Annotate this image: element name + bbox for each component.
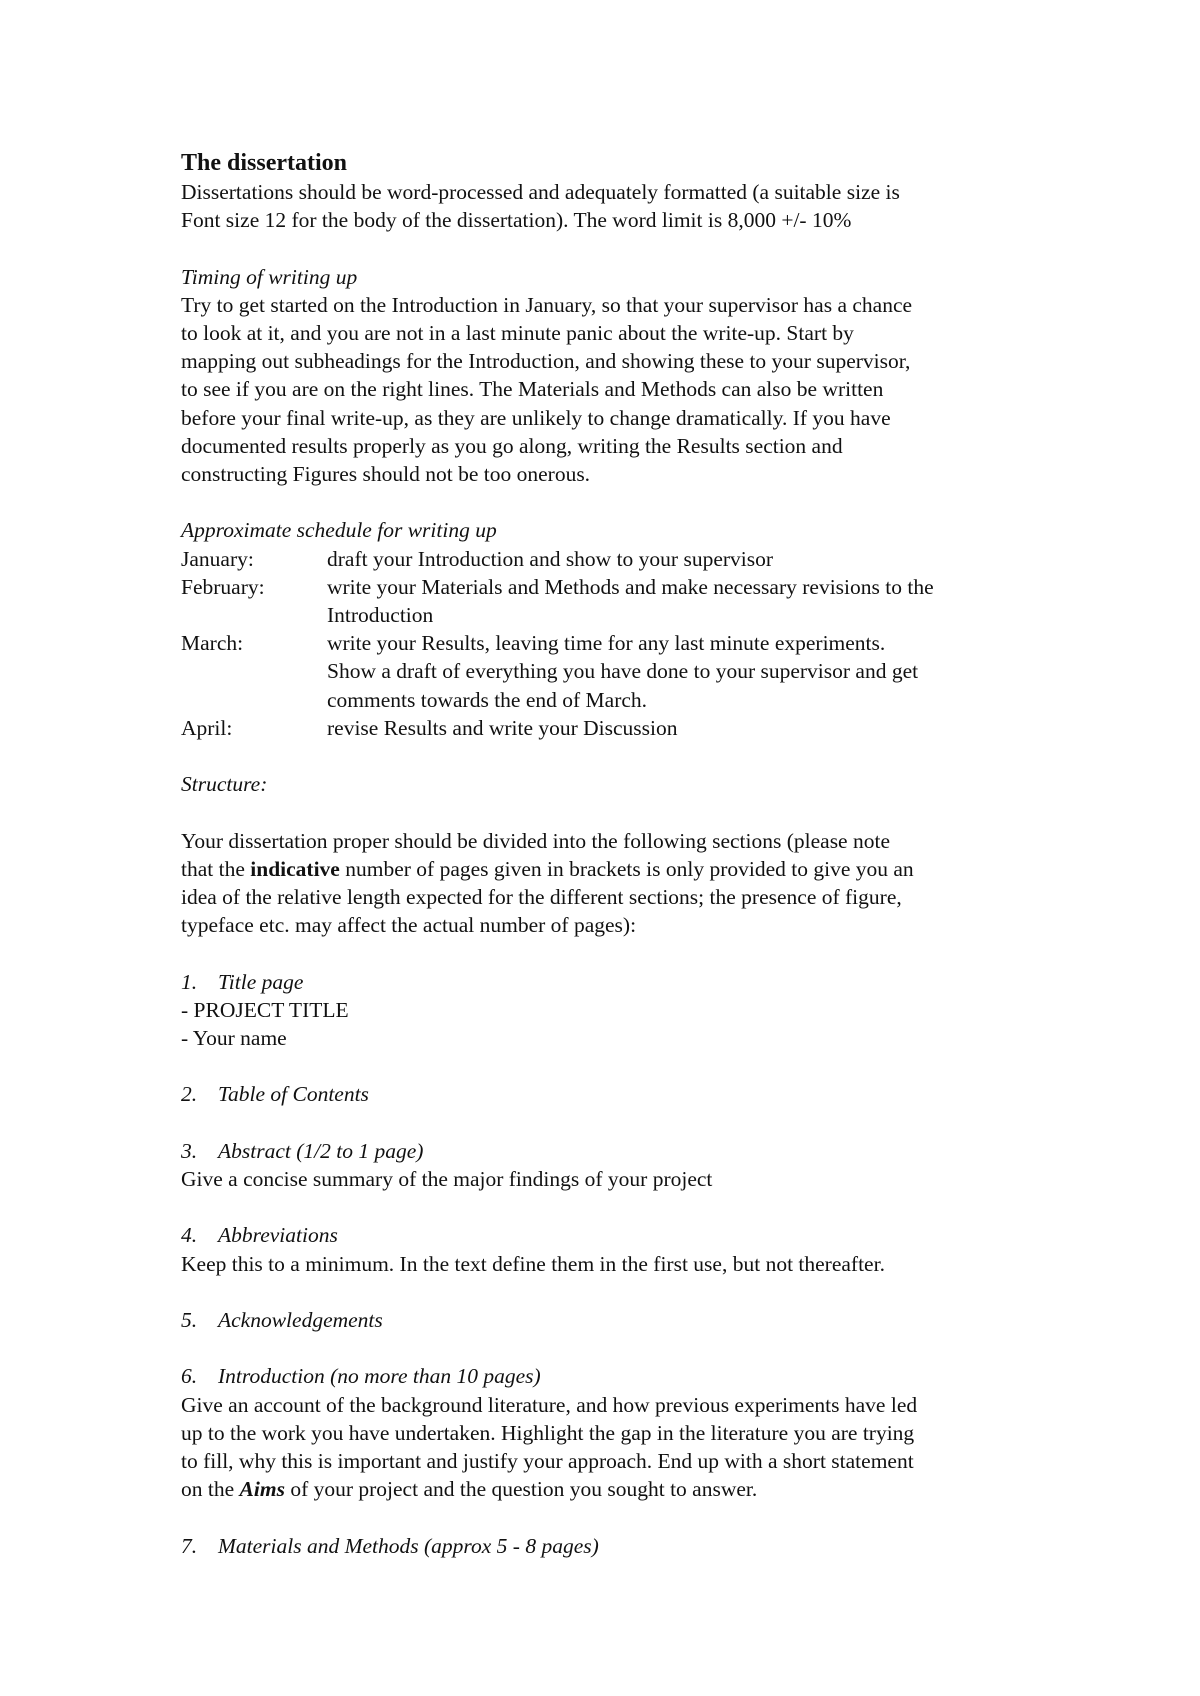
section-line: Give a concise summary of the major findings of your project bbox=[181, 1167, 713, 1191]
schedule-text: comments towards the end of March. bbox=[327, 687, 648, 712]
timing-heading: Timing of writing up bbox=[181, 264, 358, 289]
intro-line: Font size 12 for the body of the dissertation). The word limit is 8,000 +/- 10% bbox=[181, 208, 852, 233]
section-line: on the Aims of your project and the question you sought to answer. bbox=[181, 1477, 758, 1502]
timing-line: Try to get started on the Introduction in January, so that your supervisor has a chance bbox=[181, 292, 913, 317]
timing-line: documented results properly as you go along, writing the Results section and bbox=[181, 433, 843, 458]
section-line: Give an account of the background literature, and how previous experiments have led bbox=[181, 1392, 918, 1417]
schedule-row-april bbox=[181, 714, 1061, 742]
schedule-month: April: bbox=[181, 715, 233, 740]
intro-line: Dissertations should be word-processed and adequately formatted (a suitable size is bbox=[181, 180, 900, 204]
section-line: - PROJECT TITLE bbox=[181, 997, 349, 1022]
timing-line: constructing Figures should not be too onerous. bbox=[181, 462, 591, 487]
schedule-heading: Approximate schedule for writing up bbox=[181, 518, 497, 543]
schedule-text: draft your Introduction and show to your supervisor bbox=[327, 546, 774, 571]
schedule-text: Show a draft of everything you have done to your supervisor and get bbox=[327, 659, 919, 684]
section-heading-acknowledgements: 5. Acknowledgements bbox=[181, 1307, 383, 1332]
timing-line: to see if you are on the right lines. The Materials and Methods can also be written bbox=[181, 377, 884, 402]
page-title: The dissertation bbox=[181, 150, 348, 176]
section-heading-title-page: 1. Title page bbox=[181, 969, 304, 994]
section-heading-methods: 7. Materials and Methods (approx 5 - 8 pages) bbox=[181, 1533, 599, 1558]
section-line: to fill, why this is important and justify your approach. End up with a short statement bbox=[181, 1448, 914, 1473]
schedule-text: write your Results, leaving time for any last minute experiments. bbox=[327, 631, 886, 656]
section-heading-abbreviations: 4. Abbreviations bbox=[181, 1223, 338, 1248]
structure-line: that the indicative number of pages given in brackets is only provided to give you an bbox=[181, 856, 914, 881]
schedule-row-march bbox=[181, 629, 1061, 714]
structure-line: Your dissertation proper should be divided into the following sections (please note bbox=[181, 828, 890, 853]
document-page bbox=[181, 148, 1061, 1560]
section-line: - Your name bbox=[181, 1026, 287, 1051]
section-heading-abstract: 3. Abstract (1/2 to 1 page) bbox=[181, 1138, 424, 1163]
structure-heading: Structure: bbox=[181, 772, 268, 797]
aims-emphasis: Aims bbox=[239, 1477, 285, 1502]
section-heading-contents: 2. Table of Contents bbox=[181, 1082, 369, 1107]
indicative-emphasis: indicative bbox=[250, 856, 340, 881]
schedule-text: Introduction bbox=[327, 603, 434, 628]
section-heading-introduction: 6. Introduction (no more than 10 pages) bbox=[181, 1364, 541, 1389]
timing-line: before your final write-up, as they are unlikely to change dramatically. If you have bbox=[181, 405, 891, 430]
schedule-row-february bbox=[181, 573, 1061, 629]
schedule-month: January: bbox=[181, 546, 254, 571]
section-line: up to the work you have undertaken. Highlight the gap in the literature you are trying bbox=[181, 1420, 915, 1445]
schedule-month: February: bbox=[181, 574, 265, 599]
schedule-text: revise Results and write your Discussion bbox=[327, 715, 678, 740]
schedule-month: March: bbox=[181, 631, 244, 656]
structure-line: typeface etc. may affect the actual number of pages): bbox=[181, 913, 637, 938]
schedule-row-january bbox=[181, 545, 1061, 573]
structure-line: idea of the relative length expected for the different sections; the presence of figure, bbox=[181, 885, 902, 910]
timing-line: to look at it, and you are not in a last minute panic about the write-up. Start by bbox=[181, 321, 854, 345]
timing-line: mapping out subheadings for the Introduction, and showing these to your supervisor, bbox=[181, 349, 911, 374]
schedule-text: write your Materials and Methods and make necessary revisions to the bbox=[327, 574, 934, 599]
section-line: Keep this to a minimum. In the text define them in the first use, but not thereafter. bbox=[181, 1251, 885, 1276]
